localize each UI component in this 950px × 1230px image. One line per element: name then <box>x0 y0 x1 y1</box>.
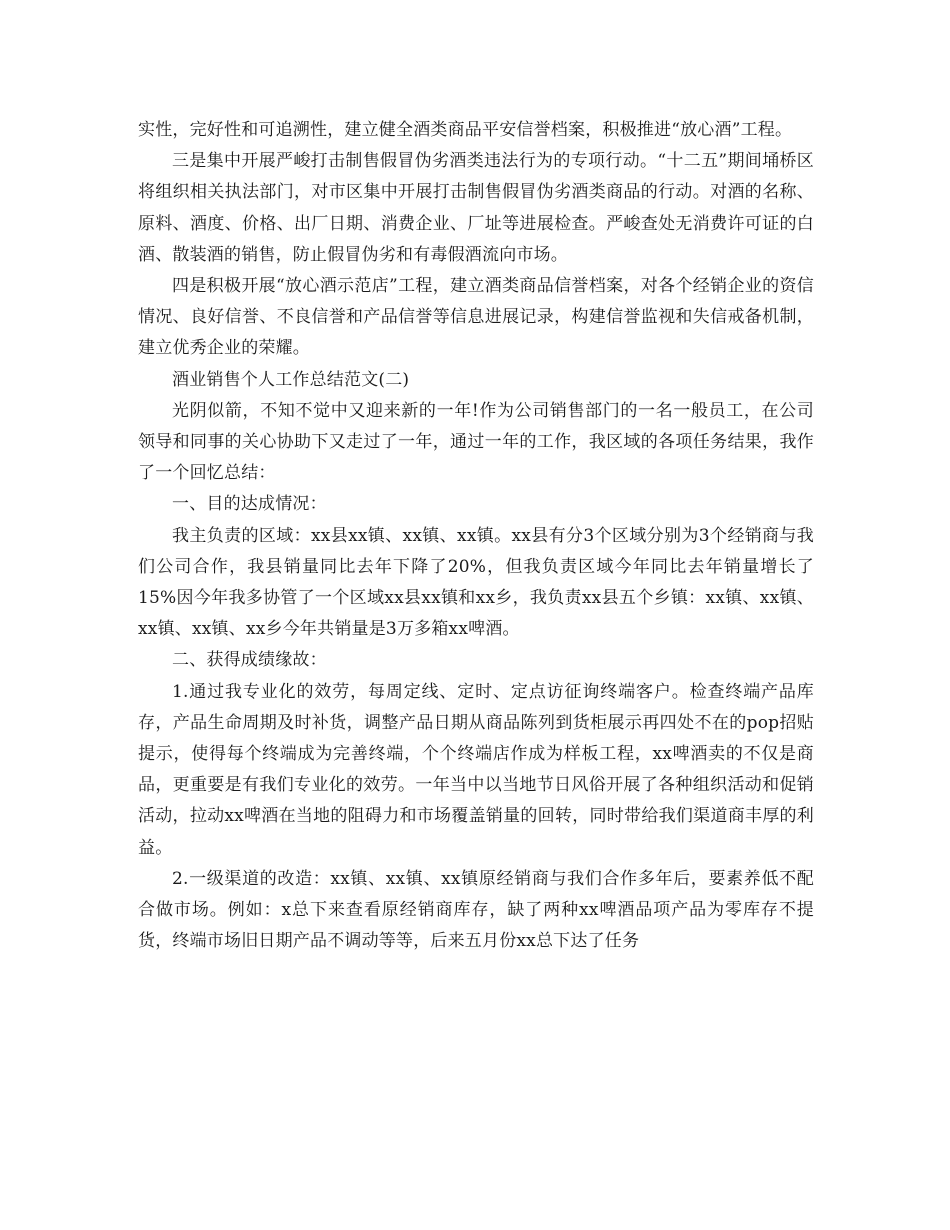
paragraph-intro: 光阴似箭，不知不觉中又迎来新的一年!作为公司销售部门的一名一般员工，在公司领导和同事的关心协助下又走过了一年，通过一年的工作，我区域的各项任务结果，我作了一个回忆总结： <box>138 400 814 484</box>
paragraph-reason-two: 2.一级渠道的改造：xx镇、xx镇、xx镇原经销商与我们合作多年后，要素养低不配合做市场。例如：x总下来查看原经销商库存，缺了两种xx啤酒品项产品为零库存不提货，终端市场旧日期产品不调动等等，后来五月份xx总下达了任务 <box>138 868 814 952</box>
paragraph-continuation: 实性，完好性和可追溯性，建立健全酒类商品平安信誉档案，积极推进“放心酒”工程。 <box>138 120 793 140</box>
section-heading: 酒业销售个人工作总结范文(二) <box>172 369 410 390</box>
paragraph-point-four: 四是积极开展“放心酒示范店”工程，建立酒类商品信誉档案，对各个经销企业的资信情况、良好信誉、不良信誉和产品信誉等信息进展记录，构建信誉监视和失信戒备机制，建立优秀企业的荣耀。 <box>138 276 814 359</box>
paragraph-region: 我主负责的区域：xx县xx镇、xx镇、xx镇。xx县有分3个区域分别为3个经销商与我们公司合作，我县销量同比去年下降了20%，但我负责区域今年同比去年销量增长了15%因今年我多协管了一个区域xx县xx镇和xx乡，我负责xx县五个乡镇：xx镇、xx镇、xx镇、xx镇、xx乡今年共销量是3万多箱xx啤酒。 <box>138 525 814 640</box>
subheading-goal-status: 一、目的达成情况： <box>172 494 327 515</box>
paragraph-point-three: 三是集中开展严峻打击制售假冒伪劣酒类违法行为的专项行动。“十二五”期间埇桥区将组织相关执法部门，对市区集中开展打击制售假冒伪劣酒类商品的行动。对酒的名称、原料、酒度、价格、出厂日期、消费企业、厂址等进展检查。严峻查处无消费许可证的白酒、散装酒的销售，防止假冒伪劣和有毒假酒流向市场。 <box>138 151 814 265</box>
subheading-reasons: 二、获得成绩缘故： <box>172 650 327 671</box>
document-body <box>138 115 814 957</box>
paragraph-reason-one: 1.通过我专业化的效劳，每周定线、定时、定点访征询终端客户。检查终端产品库存，产品生命周期及时补货，调整产品日期从商品陈列到货柜展示再四处不在的pop招贴提示，使得每个终端成为完善终端，个个终端店作成为样板工程，xx啤酒卖的不仅是商品，更重要是有我们专业化的效劳。一年当中以当地节日风俗开展了各种组织活动和促销活动，拉动xx啤酒在当地的阻碍力和市场覆盖销量的回转，同时带给我们渠道商丰厚的利益。 <box>138 681 814 858</box>
